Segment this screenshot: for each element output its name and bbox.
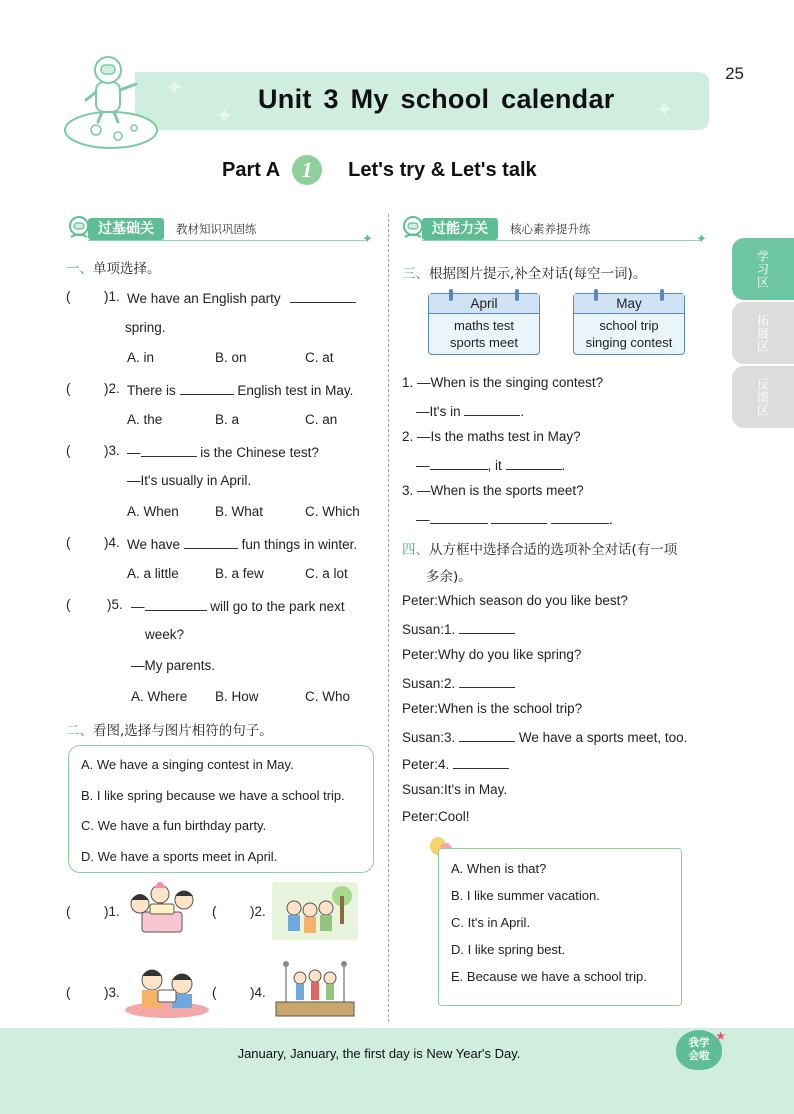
dialogue-line — [402, 647, 581, 662]
item-number: )4. — [250, 985, 266, 1000]
question-text — [127, 381, 353, 398]
answer-line: —My parents. — [131, 658, 216, 673]
part-title: Let's try & Let's talk — [348, 158, 537, 181]
side-tab-feedback[interactable]: 反馈区 — [732, 366, 794, 428]
star-icon: ★ — [715, 1029, 726, 1043]
option-b: B. a — [215, 412, 240, 427]
calendar-month: April — [429, 294, 539, 314]
dialogue-line — [402, 620, 515, 637]
question-text — [127, 535, 357, 552]
section-underline — [88, 240, 368, 241]
item-number: )1. — [104, 904, 120, 919]
question-stem-end: will go to the park next — [210, 599, 345, 614]
answer-blank[interactable] — [430, 510, 488, 524]
calendar-event: maths test — [454, 318, 514, 333]
left-section-header — [66, 212, 376, 247]
section-number: 三、 — [402, 266, 429, 282]
answer-blank[interactable] — [459, 728, 515, 742]
answer-line — [416, 510, 613, 527]
section-2-heading — [66, 719, 273, 739]
answer-blank[interactable] — [180, 381, 234, 395]
question-stem: We have — [127, 537, 181, 552]
option-b: B. How — [215, 689, 259, 704]
question-continuation: week? — [145, 627, 185, 642]
dialogue-line — [402, 782, 507, 797]
option-c: C. a lot — [305, 566, 348, 581]
question-line — [402, 483, 584, 498]
section-instruction: 根据图片提示,补全对话(每空一词)。 — [429, 266, 647, 282]
question-line — [402, 429, 581, 444]
dialogue-text: When is the school trip? — [438, 701, 583, 716]
speaker: Peter: — [402, 757, 439, 772]
option-a: A. in — [127, 350, 155, 365]
speaker: Susan: — [402, 730, 445, 745]
side-tab-extend[interactable]: 拓展区 — [732, 302, 794, 364]
answer-blank[interactable] — [551, 510, 609, 524]
singing-picture — [124, 960, 210, 1018]
calendar-event: school trip — [599, 318, 659, 333]
question-stem-end: English test in May. — [237, 383, 354, 398]
dialogue-text: Which season do you like best? — [438, 593, 628, 608]
question-text — [127, 443, 319, 460]
dialogue-line — [402, 809, 470, 824]
option-e: E. Because we have a school trip. — [451, 969, 647, 984]
period: . — [520, 404, 525, 419]
item-number: )2. — [250, 904, 266, 919]
star-icon: ✦ — [362, 232, 373, 247]
section-1-heading — [66, 257, 161, 277]
blank-number: 2. — [444, 676, 456, 691]
answer-blank[interactable] — [491, 510, 547, 524]
footer-band — [0, 1028, 794, 1114]
question-text: —When is the singing contest? — [417, 375, 604, 390]
answer-blank[interactable] — [145, 597, 207, 611]
answer-line — [416, 456, 565, 473]
section-subtitle: 核心素养提升练 — [510, 222, 591, 236]
question-text: —Is the maths test in May? — [417, 429, 581, 444]
answer-blank[interactable] — [459, 620, 515, 634]
option-b: B. a few — [215, 566, 264, 581]
dialogue-line — [402, 755, 509, 772]
answer-blank[interactable] — [290, 289, 356, 303]
answer-blank[interactable] — [453, 755, 509, 769]
section-tag: 过能力关 — [422, 218, 498, 240]
calendar-ring — [449, 289, 453, 301]
section-instruction: 单项选择。 — [93, 261, 161, 277]
dialogue-line — [402, 701, 582, 716]
answer-paren: ( — [212, 904, 217, 919]
column-divider — [388, 214, 389, 1022]
calendar-ring — [660, 289, 664, 301]
answer-blank[interactable] — [464, 402, 520, 416]
question-text — [131, 597, 345, 614]
option-c: C. It's in April. — [451, 915, 531, 930]
option-a: A. When is that? — [451, 861, 547, 876]
period: . — [609, 512, 613, 527]
section-3-heading — [402, 262, 646, 282]
answer-line: —It's usually in April. — [127, 473, 252, 488]
speaker: Susan: — [402, 622, 445, 637]
speaker: Peter: — [402, 809, 439, 824]
badge-line: 会啦 — [688, 1050, 710, 1062]
question-number: )4. — [104, 535, 120, 550]
dialogue-text: It's in May. — [444, 782, 508, 797]
option-b: B. on — [215, 350, 247, 365]
question-number: )2. — [104, 381, 120, 396]
option-c: C. Which — [305, 504, 360, 519]
dialogue-text: Why do you like spring? — [438, 647, 582, 662]
answer-blank[interactable] — [506, 456, 562, 470]
dash: — — [416, 512, 430, 527]
dialogue-line — [402, 674, 515, 691]
option-b: B. What — [215, 504, 264, 519]
question-continuation: spring. — [125, 320, 166, 335]
answer-paren: ( — [66, 443, 71, 458]
star-icon: ✦ — [696, 232, 707, 247]
speaker: Peter: — [402, 647, 439, 662]
section-4-heading — [402, 538, 677, 558]
star-decoration: ✦ — [655, 98, 674, 123]
learned-badge[interactable] — [676, 1029, 726, 1070]
dialogue-line — [402, 593, 628, 608]
answer-paren: ( — [66, 289, 71, 304]
speaker: Susan: — [402, 676, 445, 691]
right-section-header — [400, 212, 710, 247]
options-box — [438, 848, 682, 1006]
option-a: A. Where — [131, 689, 188, 704]
option-a: A. the — [127, 412, 163, 427]
section-instruction: 看图,选择与图片相符的句子。 — [93, 723, 273, 739]
birthday-party-picture — [124, 882, 210, 940]
option-d: D. We have a sports meet in April. — [81, 849, 278, 864]
side-tab-study[interactable]: 学习区 — [732, 238, 794, 300]
question-number: 2. — [402, 429, 414, 444]
answer-text: —It's in — [416, 404, 461, 419]
calendar-ring — [515, 289, 519, 301]
star-decoration: ✦ — [215, 104, 234, 129]
question-number: 1. — [402, 375, 414, 390]
answer-blank[interactable] — [430, 456, 488, 470]
question-text: —When is the sports meet? — [417, 483, 584, 498]
astronaut-icon — [56, 44, 166, 154]
question-stem-end: fun things in winter. — [241, 537, 358, 552]
question-line — [402, 375, 603, 390]
dash: — — [127, 445, 141, 460]
answer-blank[interactable] — [459, 674, 515, 688]
question-number: )5. — [107, 597, 123, 612]
calendar-month: May — [574, 294, 684, 314]
option-d: D. I like spring best. — [451, 942, 566, 957]
blank-number: 3. — [444, 730, 456, 745]
section-subtitle: 教材知识巩固练 — [176, 222, 257, 236]
section-tag: 过基础关 — [88, 218, 164, 240]
option-b: B. I like spring because we have a school trip. — [81, 788, 345, 803]
stage-performance-picture — [272, 960, 358, 1018]
section-instruction-cont: 多余)。 — [426, 569, 472, 585]
section-instruction: 从方框中选择合适的选项补全对话(有一项 — [429, 542, 678, 558]
options-box — [68, 745, 374, 873]
calendar-event: sports meet — [450, 335, 518, 350]
dialogue-text: We have a sports meet, too. — [518, 730, 688, 745]
answer-line — [416, 402, 524, 419]
section-number: 二、 — [66, 723, 93, 739]
option-a: A. We have a singing contest in May. — [81, 757, 294, 772]
calendar-april — [428, 293, 540, 355]
option-c: C. We have a fun birthday party. — [81, 818, 267, 833]
question-text — [127, 289, 356, 306]
school-trip-picture — [272, 882, 358, 940]
calendar-event: singing contest — [585, 335, 673, 350]
period: . — [561, 458, 566, 473]
question-number: )3. — [104, 443, 120, 458]
section-number: 四、 — [402, 542, 429, 558]
speaker: Peter: — [402, 593, 439, 608]
part-number-badge: 1 — [292, 155, 322, 185]
unit-title: Unit 3 My school calendar — [258, 84, 615, 114]
answer-paren: ( — [212, 985, 217, 1000]
question-stem: We have an English party — [127, 291, 281, 306]
answer-text: , it — [487, 458, 502, 473]
answer-paren: ( — [66, 535, 71, 550]
question-number: 3. — [402, 483, 414, 498]
section-number: 一、 — [66, 261, 93, 277]
dialogue-line — [402, 728, 687, 745]
answer-paren: ( — [66, 597, 71, 612]
question-stem: There is — [127, 383, 176, 398]
blank-number: 1. — [444, 622, 456, 637]
item-number: )3. — [104, 985, 120, 1000]
option-a: A. a little — [127, 566, 179, 581]
footer-rhyme: January, January, the first day is New Year's Day. — [237, 1046, 521, 1061]
option-c: C. Who — [305, 689, 351, 704]
dash: — — [131, 599, 145, 614]
question-stem-end: is the Chinese test? — [200, 445, 319, 460]
page-number: 25 — [725, 64, 744, 83]
part-heading — [222, 152, 537, 188]
dash: — — [416, 458, 430, 473]
speaker: Susan: — [402, 782, 445, 797]
calendar-may — [573, 293, 685, 355]
option-a: A. When — [127, 504, 179, 519]
answer-blank[interactable] — [141, 443, 197, 457]
answer-paren: ( — [66, 904, 71, 919]
dialogue-text: Cool! — [438, 809, 470, 824]
blank-number: 4. — [438, 757, 450, 772]
part-label: Part A — [222, 158, 281, 181]
speaker: Peter: — [402, 701, 439, 716]
calendar-ring — [594, 289, 598, 301]
question-number: )1. — [104, 289, 120, 304]
star-decoration: ✦ — [165, 76, 184, 101]
badge-line: 我学 — [688, 1037, 710, 1049]
option-c: C. at — [305, 350, 334, 365]
section-underline — [422, 240, 702, 241]
option-c: C. an — [305, 412, 338, 427]
answer-paren: ( — [66, 985, 71, 1000]
answer-blank[interactable] — [184, 535, 238, 549]
option-b: B. I like summer vacation. — [451, 888, 600, 903]
answer-paren: ( — [66, 381, 71, 396]
